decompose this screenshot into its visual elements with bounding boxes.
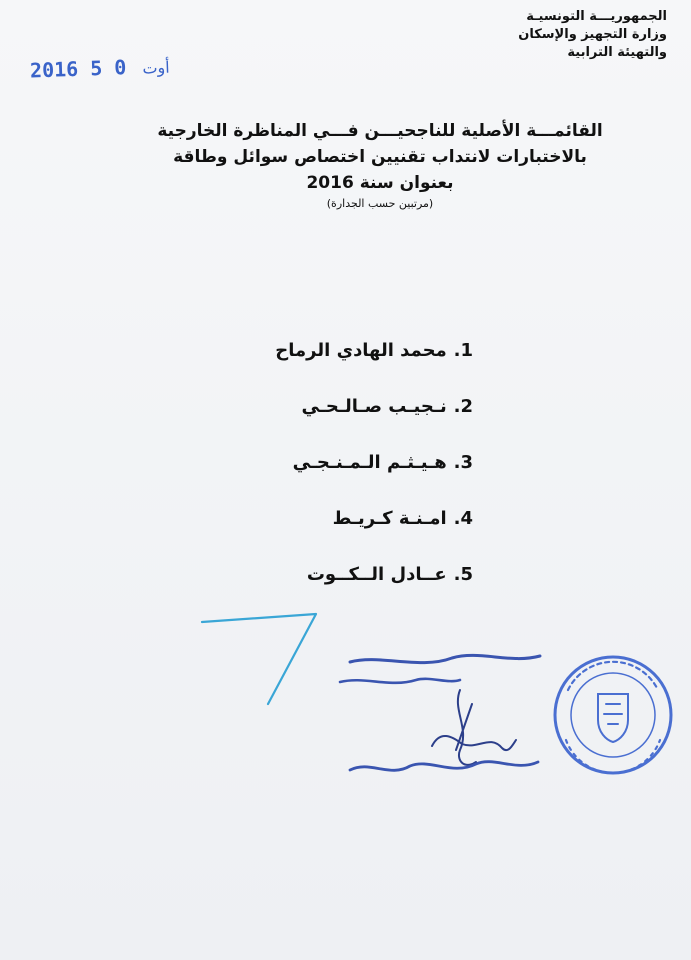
signature-name-line [350,762,538,771]
pen-stroke-mark [202,614,316,704]
title-subtitle: (مرتبين حسب الجدارة) [326,197,434,210]
signature-title-line-1 [350,655,540,662]
list-item [275,396,473,452]
list-item [275,452,473,508]
list-item-number: 2. [453,396,473,417]
signature-title-line-2 [340,679,460,683]
list-item-name: هـيـثـم الـمـنـجـي [292,452,447,473]
list-item-number: 4. [453,508,473,529]
date-year: 2016 [29,56,79,83]
list-item-number: 5. [453,564,473,585]
list-item-name: محمد الهادي الرماح [275,340,447,361]
header-line-republic: الجمهوريـــة التونسيـة [526,9,667,24]
list-item-name: امـنـة كـريـط [332,508,447,529]
title-line-3: بعنوان سنة 2016 [306,173,454,193]
minister-signature [190,600,550,820]
candidates-list [275,340,473,620]
document-title [120,118,640,212]
list-item-name: عــادل الــكــوت [306,564,447,585]
date-month: أوت [142,57,170,78]
ministry-header [518,8,667,62]
signature-scribble [432,690,516,765]
list-item [275,508,473,564]
title-line-2: بالاختبارات لانتداب تقنيين اختصاص سوائل وطاقة [173,147,587,167]
date-stamp [30,54,174,83]
title-line-1: القائمـــة الأصلية للناجحيـــن فـــي المناظرة الخارجية [157,121,603,141]
list-item-number: 1. [453,340,473,361]
header-line-planning: والتهيئة الترابية [567,45,667,60]
list-item-number: 3. [453,452,473,473]
header-line-ministry: وزارة التجهيز والإسكان [518,27,667,42]
list-item [275,340,473,396]
date-day: 0 5 [89,55,127,81]
list-item-name: نـجيـب صـالـحـي [301,396,447,417]
official-seal [548,650,678,780]
